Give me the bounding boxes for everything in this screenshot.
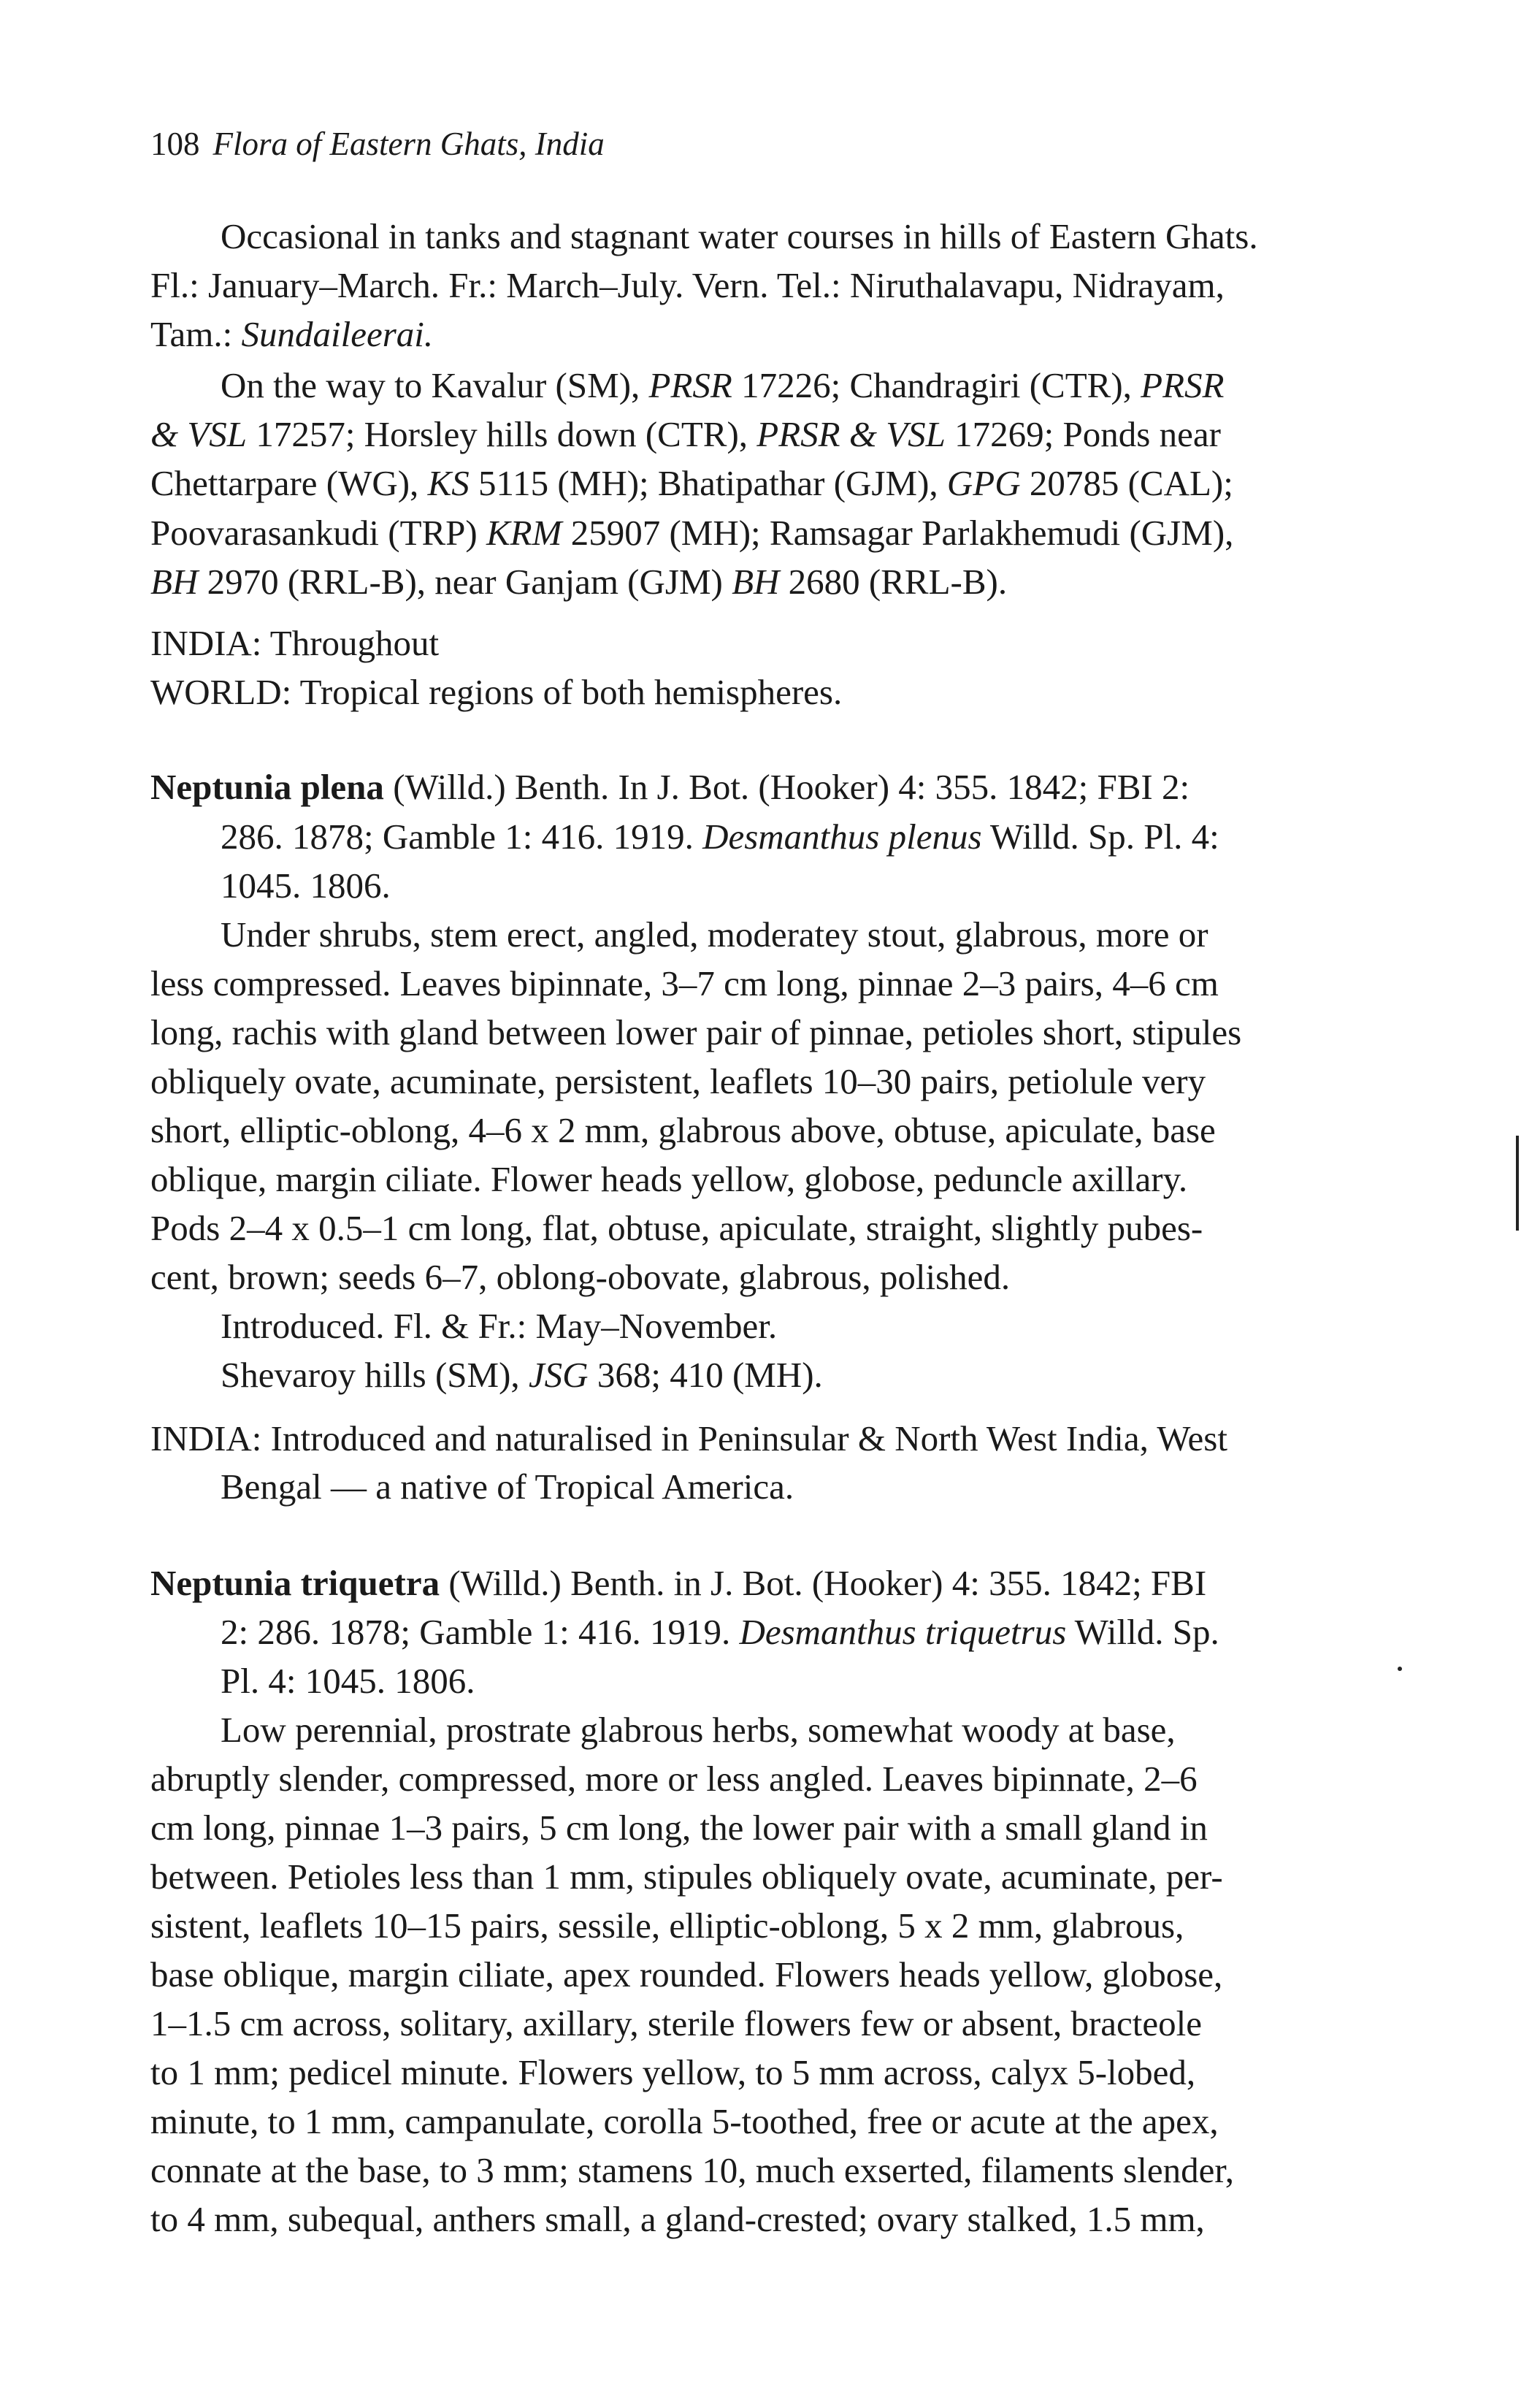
species-name: Neptunia triquetra (150, 1563, 440, 1603)
description-line: short, elliptic-oblong, 4–6 x 2 mm, glabrous above, obtuse, apiculate, base (150, 1110, 1216, 1150)
description-line: oblique, margin ciliate. Flower heads yellow, globose, peduncle axillary. (150, 1159, 1188, 1199)
page-number: 108 (150, 126, 200, 162)
description-line: to 1 mm; pedicel minute. Flowers yellow, to 5 mm across, calyx 5-lobed, (150, 2052, 1196, 2092)
species-name: Neptunia plena (150, 767, 384, 807)
specimen-line: Poovarasankudi (TRP) KRM 25907 (MH); Ramsagar Parlakhemudi (GJM), (150, 513, 1234, 553)
distribution-india: Bengal — a native of Tropical America. (221, 1466, 794, 1507)
running-title: Flora of Eastern Ghats, India (212, 126, 605, 162)
specimen-line: Chettarpare (WG), KS 5115 (MH); Bhatipathar (GJM), GPG 20785 (CAL); (150, 463, 1233, 503)
description-line: less compressed. Leaves bipinnate, 3–7 cm long, pinnae 2–3 pairs, 4–6 cm (150, 963, 1219, 1003)
description-line: Pods 2–4 x 0.5–1 cm long, flat, obtuse, apiculate, straight, slightly pubes- (150, 1208, 1203, 1248)
description-line: obliquely ovate, acuminate, persistent, leaflets 10–30 pairs, petiolule very (150, 1061, 1206, 1101)
citation-line: 1045. 1806. (221, 865, 391, 906)
description-line: 1–1.5 cm across, solitary, axillary, sterile flowers few or absent, bracteole (150, 2003, 1202, 2043)
specimen-line: On the way to Kavalur (SM), PRSR 17226; Chandragiri (CTR), PRSR (221, 365, 1225, 405)
running-header (150, 122, 605, 166)
description-line: cm long, pinnae 1–3 pairs, 5 cm long, the lower pair with a small gland in (150, 1808, 1208, 1848)
vernacular-tamil-name: Sundaileerai. (241, 314, 434, 354)
specimen-line: & VSL 17257; Horsley hills down (CTR), PRSR & VSL 17269; Ponds near (150, 414, 1221, 454)
description-line: base oblique, margin ciliate, apex rounded. Flowers heads yellow, globose, (150, 1954, 1223, 1995)
description-line: Under shrubs, stem erect, angled, moderatey stout, glabrous, more or (221, 914, 1208, 955)
species-heading: Neptunia plena (Willd.) Benth. In J. Bot. (Hooker) 4: 355. 1842; FBI 2: (150, 767, 1190, 807)
habitat-text: Occasional in tanks and stagnant water courses in hills of Eastern Ghats. (221, 216, 1258, 256)
description-line: to 4 mm, subequal, anthers small, a gland-crested; ovary stalked, 1.5 mm, (150, 2199, 1205, 2239)
status-text: Introduced. Fl. & Fr.: May–November. (221, 1306, 778, 1346)
citation-line: Pl. 4: 1045. 1806. (221, 1661, 475, 1701)
species-heading: Neptunia triquetra (Willd.) Benth. in J. Bot. (Hooker) 4: 355. 1842; FBI (150, 1563, 1207, 1603)
description-line: long, rachis with gland between lower pair of pinnae, petioles short, stipules (150, 1012, 1242, 1052)
citation-line: 286. 1878; Gamble 1: 416. 1919. Desmanthus plenus Willd. Sp. Pl. 4: (221, 817, 1219, 857)
distribution-india: INDIA: Throughout (150, 623, 440, 663)
phenology-text: Fl.: January–March. Fr.: March–July. Vern. Tel.: Niruthalavapu, Nidrayam, (150, 265, 1225, 305)
description-line: Low perennial, prostrate glabrous herbs, somewhat woody at base, (221, 1710, 1176, 1750)
specimen-line: BH 2970 (RRL-B), near Ganjam (GJM) BH 2680 (RRL-B). (150, 562, 1008, 602)
description-line: sistent, leaflets 10–15 pairs, sessile, elliptic-oblong, 5 x 2 mm, glabrous, (150, 1905, 1184, 1946)
description-line: connate at the base, to 3 mm; stamens 10, much exserted, filaments slender, (150, 2150, 1234, 2190)
description-line: between. Petioles less than 1 mm, stipules obliquely ovate, acuminate, per- (150, 1856, 1223, 1897)
citation-line: 2: 286. 1878; Gamble 1: 416. 1919. Desmanthus triquetrus Willd. Sp. (221, 1612, 1219, 1652)
scan-mark (1516, 1136, 1519, 1231)
description-line: abruptly slender, compressed, more or less angled. Leaves bipinnate, 2–6 (150, 1759, 1198, 1799)
vernacular-tamil-label: Tam.: (150, 314, 242, 354)
distribution-india: INDIA: Introduced and naturalised in Peninsular & North West India, West (150, 1418, 1227, 1458)
synonym: Desmanthus triquetrus (739, 1612, 1067, 1652)
scan-dot (1398, 1667, 1402, 1671)
description-line: minute, to 1 mm, campanulate, corolla 5-toothed, free or acute at the apex, (150, 2101, 1219, 2141)
vernacular-tamil (150, 313, 433, 356)
description-line: cent, brown; seeds 6–7, oblong-obovate, glabrous, polished. (150, 1257, 1011, 1297)
distribution-world: WORLD: Tropical regions of both hemispheres. (150, 672, 843, 712)
specimen-line: Shevaroy hills (SM), JSG 368; 410 (MH). (221, 1355, 823, 1395)
synonym: Desmanthus plenus (702, 817, 982, 857)
